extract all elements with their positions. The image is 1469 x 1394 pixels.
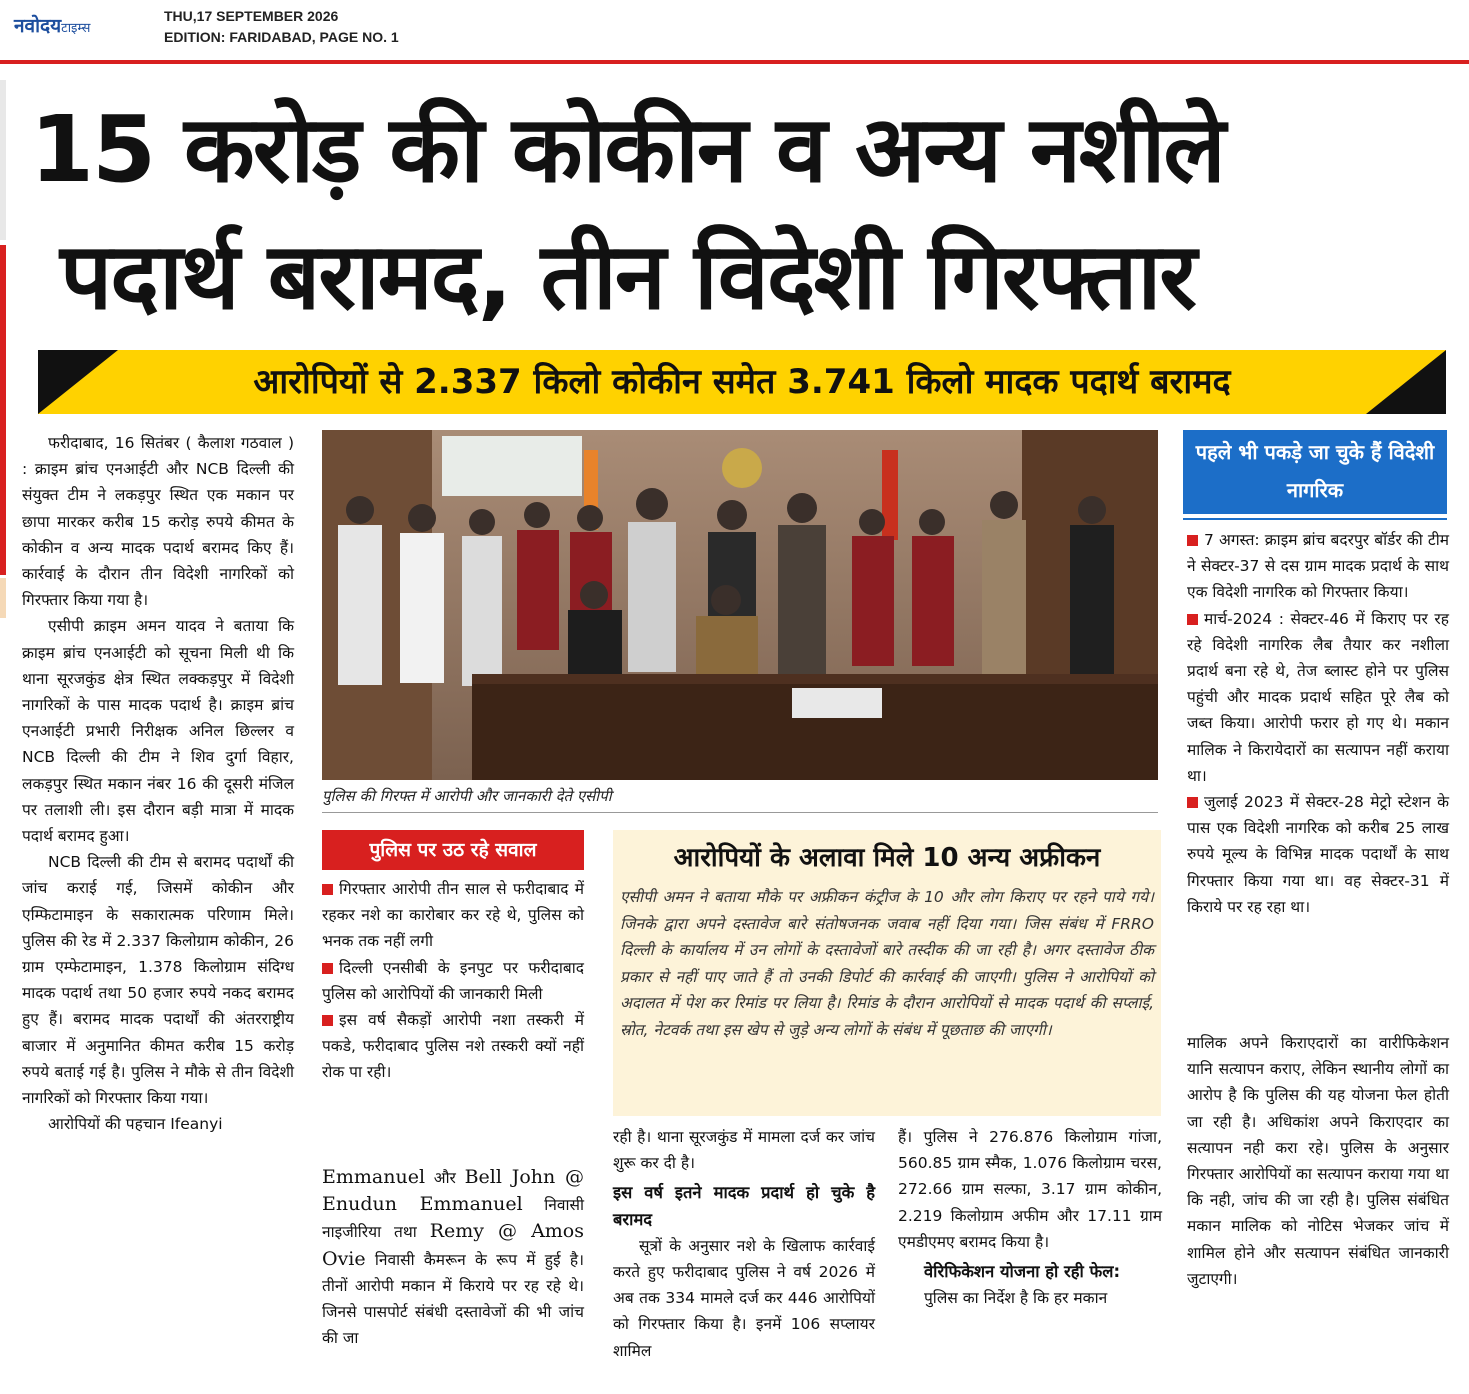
- sidebar-divider: [1183, 518, 1447, 520]
- story-continuation-column-2: [322, 1164, 584, 1351]
- bullet-square-icon: [322, 963, 333, 974]
- story-paragraph: सूत्रों के अनुसार नशे के खिलाफ कार्रवाई करते हुए फरीदाबाद पुलिस ने वर्ष 2026 में अब तक 334 मामले दर्ज कर 446 आरोपियों को गिरफ्तार किया है। इनमें 106 सप्लायर शामिल: [613, 1236, 875, 1360]
- story-paragraph: Emmanuel और Bell John @ Enudun Emmanuel निवासी नाइजीरिया तथा Remy @ Amos Ovie निवासी कैमरून के रूप में हुई है। तीनों आरोपी मकान में किराये पर रह रहे थे। जिनसे पासपोर्ट संबंधी दस्तावेजों की भी जांच की जा: [322, 1166, 584, 1348]
- list-item: मार्च-2024 : सेक्टर-46 में किराए पर रह रहे विदेशी नागरिक लैब तैयार कर नशीला प्रदार्थ बना रहे थे, तेज ब्लास्ट होने पर पुलिस पहुंची और मादक प्रदार्थ सहित पूरे लैब को जब्त किया। आरोपी फरार हो गए थे। मकान मालिक ने किरायेदारों का सत्यापन नहीं कराया था।: [1187, 609, 1449, 785]
- bullet-square-icon: [1187, 535, 1198, 546]
- left-edge-strip-red: [0, 245, 6, 575]
- africans-box-title: आरोपियों के अलावा मिले 10 अन्य अफ्रीकन: [673, 843, 1101, 873]
- story-continuation-column-4: [898, 1124, 1162, 1311]
- logo-sub: टाइम्स: [61, 21, 91, 36]
- bullet-square-icon: [322, 1015, 333, 1026]
- section-subheading: इस वर्ष इतने मादक प्रदार्थ हो चुके है बरामद: [613, 1183, 875, 1229]
- photo-caption: पुलिस की गिरफ्त में आरोपी और जानकारी देते एसीपी: [322, 787, 612, 805]
- subheadline: आरोपियों से 2.337 किलो कोकीन समेत 3.741 किलो मादक पदार्थ बरामद: [253, 362, 1231, 402]
- list-item: दिल्ली एनसीबी के इनपुट पर फरीदाबाद पुलिस को आरोपियों की जानकारी मिली: [322, 958, 584, 1003]
- section-subheading: वेरिफिकेशन योजना हो रही फेल:: [924, 1262, 1121, 1282]
- bullet-square-icon: [322, 884, 333, 895]
- questions-list: [322, 876, 584, 1086]
- story-paragraph: रही है। थाना सूरजकुंड में मामला दर्ज कर जांच शुरू कर दी है।: [613, 1128, 875, 1173]
- bullet-square-icon: [1187, 797, 1198, 808]
- list-item: इस वर्ष सैकड़ों आरोपी नशा तस्करी में पकडे, फरीदाबाद पुलिस नशे तस्करी क्यों नहीं रोक पा रही।: [322, 1011, 584, 1082]
- caption-divider: [322, 812, 1158, 813]
- sidebar-list: [1187, 527, 1449, 920]
- photo-illustration: [322, 430, 1158, 780]
- story-paragraph: पुलिस का निर्देश है कि हर मकान: [924, 1289, 1108, 1308]
- story-paragraph: आरोपियों की पहचान Ifeanyi: [48, 1115, 223, 1134]
- headline-line-2: पदार्थ बरामद, तीन विदेशी गिरफ्तार: [60, 223, 1195, 330]
- edition-info: EDITION: FARIDABAD, PAGE NO. 1: [164, 29, 399, 45]
- issue-date: THU,17 SEPTEMBER 2026: [164, 8, 339, 24]
- headline-line-1: 15 करोड़ की कोकीन व अन्य नशीले: [30, 96, 1224, 203]
- logo-main: नवोदय: [14, 15, 62, 37]
- bullet-square-icon: [1187, 614, 1198, 625]
- left-edge-strip: [0, 80, 6, 240]
- story-continuation-column-3: [613, 1124, 875, 1364]
- newspaper-logo[interactable]: [14, 12, 90, 38]
- story-paragraph: NCB दिल्ली की टीम से बरामद पदार्थों की जांच कराई गई, जिसमें कोकीन और एम्फिटामाइन के सकारात्मक परिणाम मिले। पुलिस की रेड में 2.337 किलोग्राम कोकीन, 26 ग्राम एम्फेटामाइन, 1.378 किलोग्राम संदिग्ध मादक पदार्थ तथा 50 हजार रुपये नकद बरामद हुए हैं। बरामद मादक पदार्थों की अंतरराष्ट्रीय बाजार में अनुमानित कीमत करीब 15 करोड़ रुपये बताई गई है। पुलिस ने मौके से तीन विदेशी नागरिकों को गिरफ्तार किया गया।: [22, 853, 294, 1108]
- story-paragraph: फरीदाबाद, 16 सितंबर ( कैलाश गठवाल ) : क्राइम ब्रांच एनआईटी और NCB दिल्ली की संयुक्त टीम ने लकड़पुर स्थित एक मकान पर छापा मारकर करीब 15 करोड़ रुपये कीमत के कोकीन व अन्य मादक पदार्थ बरामद किए हैं। कार्रवाई के दौरान तीन विदेशी नागरिकों को गिरफ्तार किया गया है।: [22, 434, 294, 610]
- list-item: गिरफ्तार आरोपी तीन साल से फरीदाबाद में रहकर नशे का कारोबार कर रहे थे, पुलिस को भनक तक नहीं लगी: [322, 880, 584, 951]
- header-divider: [0, 60, 1469, 64]
- list-item: 7 अगस्त: क्राइम ब्रांच बदरपुर बॉर्डर की टीम ने सेक्टर-37 से दस ग्राम मादक प्रदार्थ के साथ एक विदेशी नागरिक को गिरफ्तार किया।: [1187, 531, 1449, 602]
- news-photo[interactable]: [322, 430, 1158, 780]
- list-item: जुलाई 2023 में सेक्टर-28 मेट्रो स्टेशन के पास एक विदेशी नागरिक को करीब 25 लाख रुपये मूल्य के विभिन्न मादक पदार्थों के साथ गिरफ्तार किया गया था। वह सेक्टर-31 में किराये पर रह रहा था।: [1187, 793, 1449, 916]
- main-story-column: [22, 430, 294, 1137]
- story-paragraph: एसीपी क्राइम अमन यादव ने बताया कि क्राइम ब्रांच एनआईटी को सूचना मिली थी कि थाना सूरजकुंड क्षेत्र स्थित लक्कड़पुर में विदेशी नागरिकों के पास मादक पदार्थ है। क्राइम ब्रांच एनआईटी प्रभारी निरीक्षक अनिल छिल्लर व NCB दिल्ली की टीम ने शिव दुर्गा विहार, लकड़पुर स्थित मकान नंबर 16 की दूसरी मंजिल पर तलाशी ली। इस दौरान बड़ी मात्रा में मादक पदार्थ बरामद हुआ।: [22, 617, 294, 846]
- left-edge-strip-tan: [0, 578, 6, 618]
- sidebar-box-title: पहले भी पकड़े जा चुके हैं विदेशी नागरिक: [1195, 440, 1435, 502]
- story-continuation-column-5: [1187, 1030, 1449, 1292]
- story-paragraph: हैं। पुलिस ने 276.876 किलोग्राम गांजा, 560.85 ग्राम स्मैक, 1.076 किलोग्राम चरस, 272.66 ग्राम सल्फा, 3.17 ग्राम कोकीन, 2.219 किलोग्राम अफीम और 17.11 ग्राम एमडीएमए बरामद किया है।: [898, 1128, 1162, 1251]
- questions-box-title: पुलिस पर उठ रहे सवाल: [369, 839, 537, 861]
- africans-box-text: एसीपी अमन ने बताया मौके पर अफ्रीकन कंट्रीज के 10 और लोग किराए पर रहने पाये गये। जिनके द्वारा अपने दस्तावेज बारे संतोषजनक जवाब नहीं दिया गया। जिस संबंध में FRRO दिल्ली के कार्यालय में उन लोगों के दस्तावेजों बारे तस्दीक की जा रही है। अगर दस्तावेज ठीक प्रकार से नहीं पाए जाते हैं तो उनकी डिपोर्ट की कार्रवाई की जाएगी। पुलिस ने आरोपियों को अदालत में पेश कर रिमांड पर लिया है। रिमांड के दौरान आरोपियों से मादक पदार्थ की सप्लाई, स्रोत, नेटवर्क तथा इस खेप से जुड़े अन्य लोगों के संबंध में पूछताछ की जाएगी।: [620, 888, 1154, 1039]
- story-paragraph: मालिक अपने किराएदारों का वारीफिकेशन यानि सत्यापन कराए, लेकिन स्थानीय लोगों का आरोप है कि पुलिस की यह योजना फेल होती जा रही है। अधिकांश अपने किराएदार का सत्यापन नही करा रहे। पुलिस के अनुसार गिरफ्तार आरोपियों का सत्यापन कराया गया था कि नही, जांच की जा रही है। पुलिस संबंधित मकान मालिक को नोटिस भेजकर जांच में शामिल होने और सत्यापन संबंधित जानकारी जुटाएगी।: [1187, 1034, 1449, 1288]
